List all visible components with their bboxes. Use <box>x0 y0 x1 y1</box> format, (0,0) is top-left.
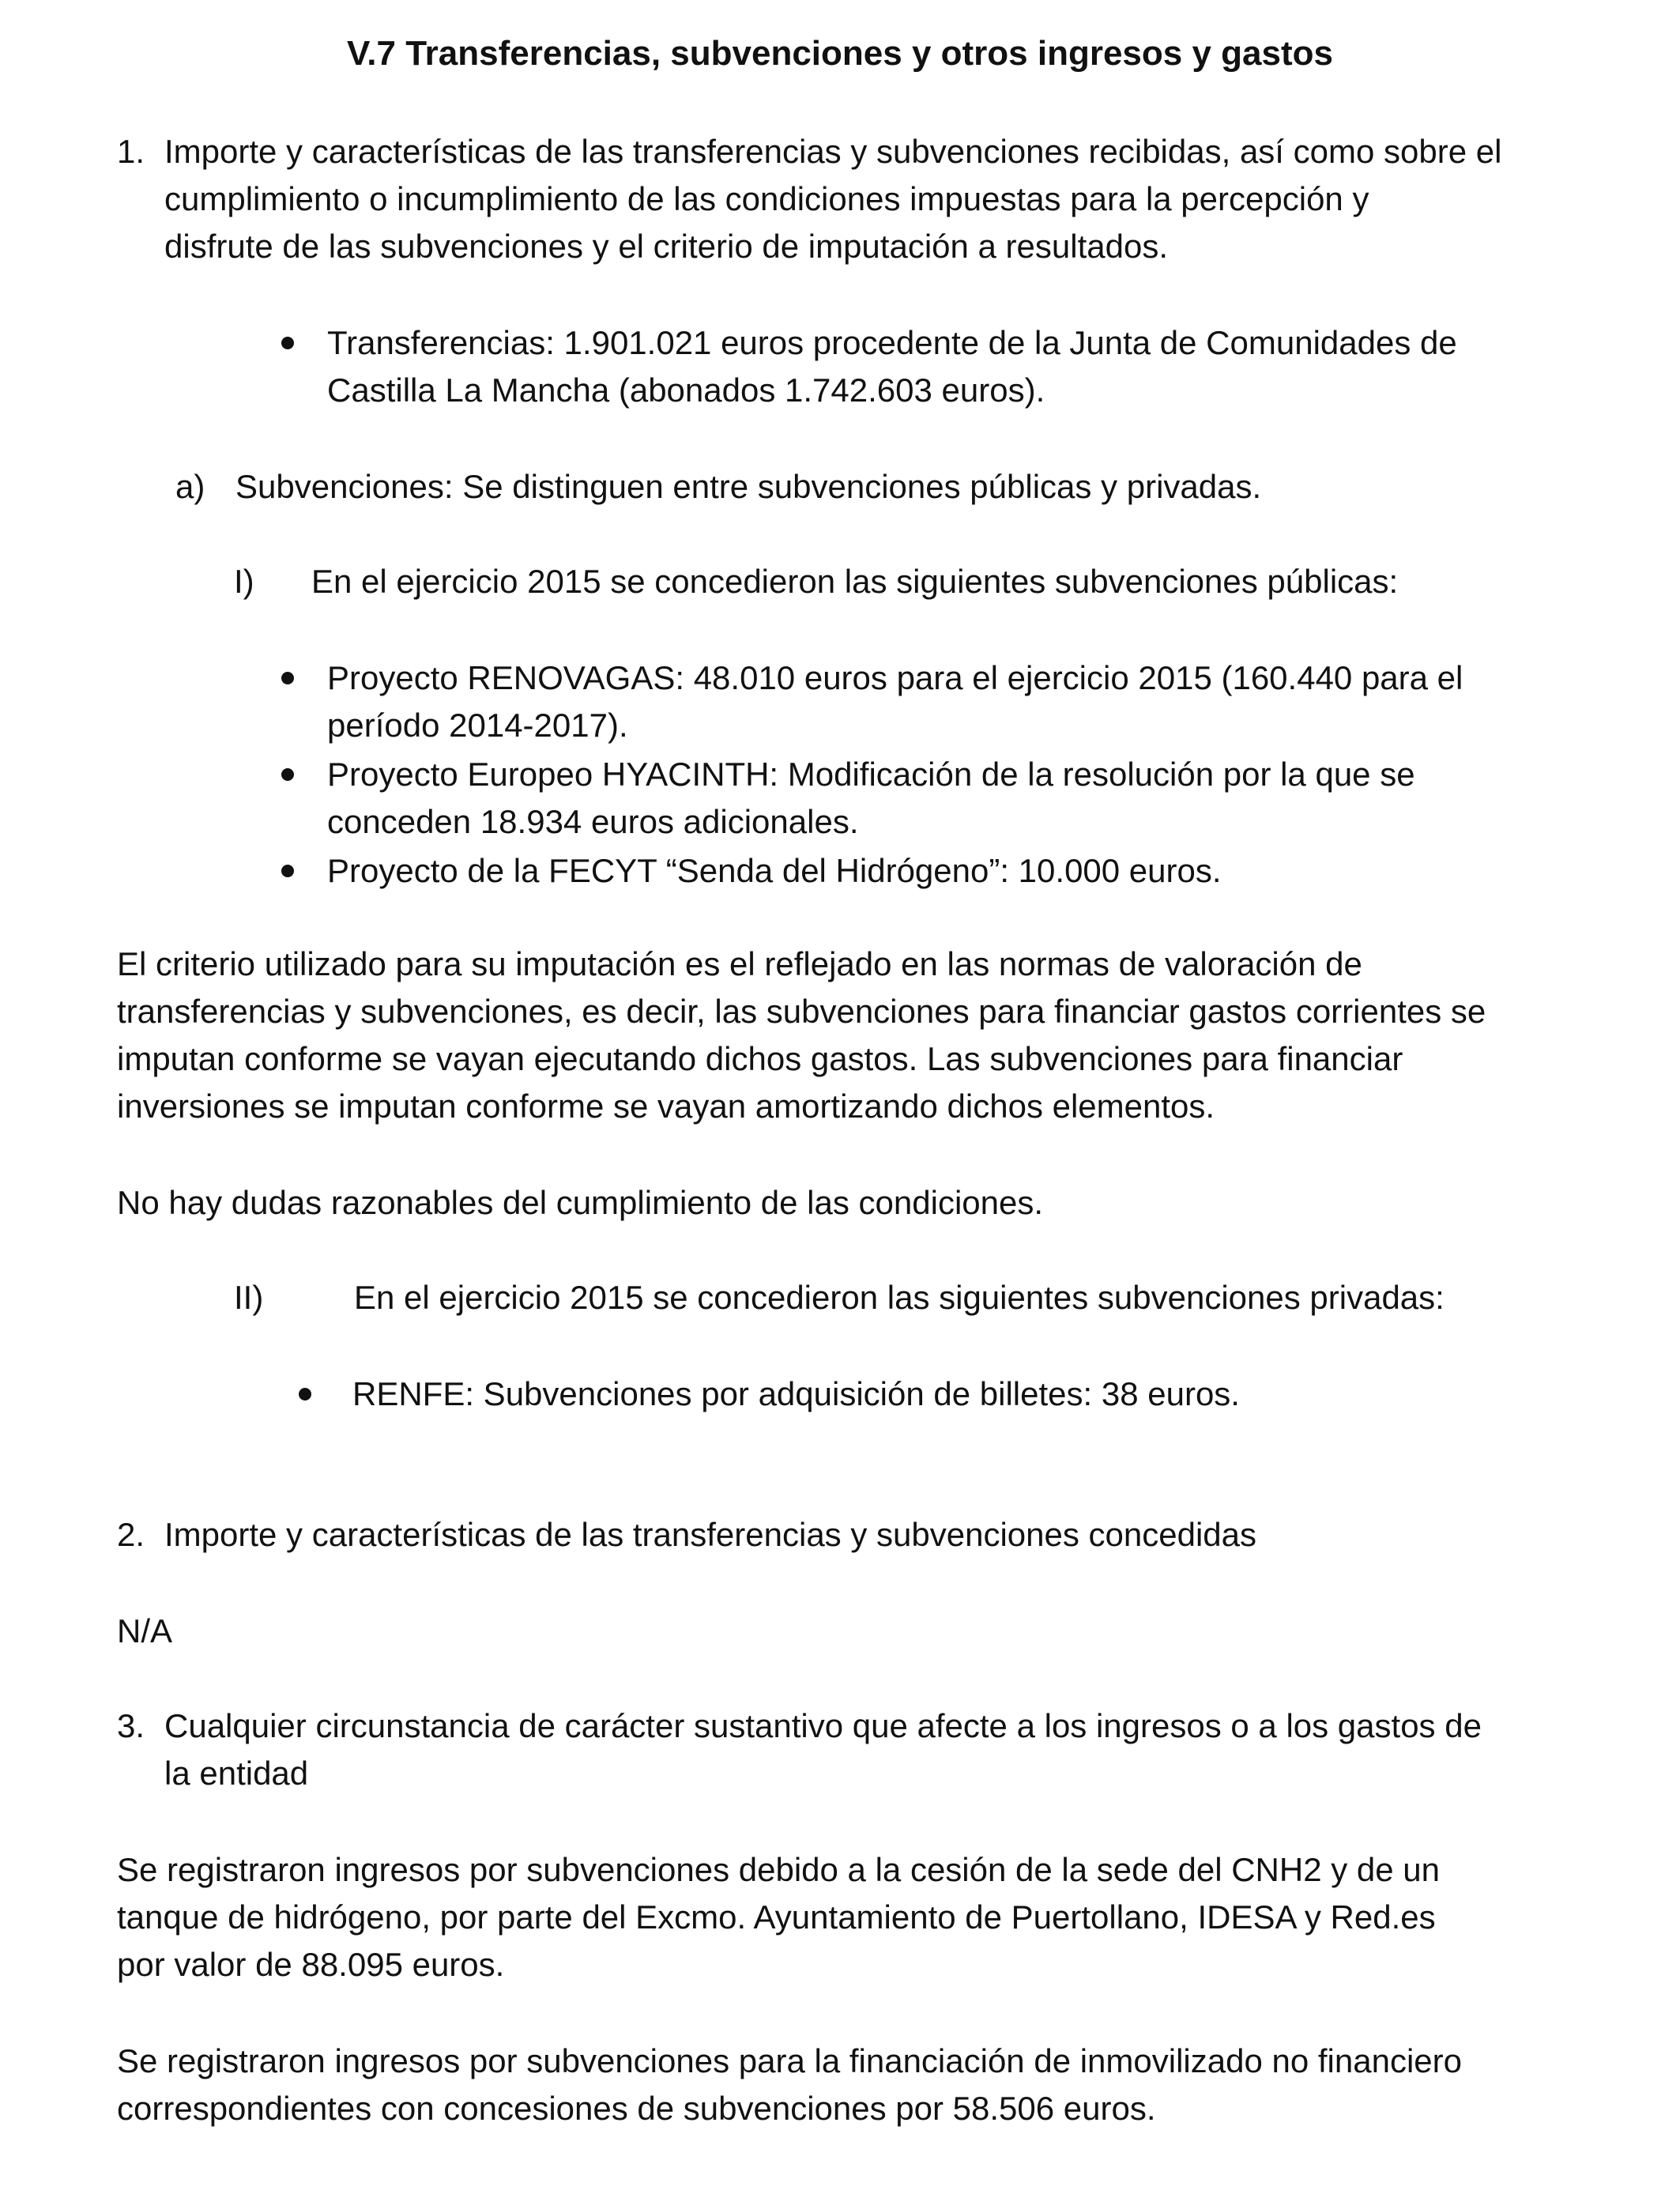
section-3-paragraph-2-line: correspondientes con concesiones de subvenciones por 58.506 euros. <box>117 2090 1156 2127</box>
transferencias-line: Transferencias: 1.901.021 euros procedente de la Junta de Comunidades de <box>327 324 1457 361</box>
section-2-heading: Importe y características de las transferencias y subvenciones concedidas <box>164 1516 1257 1553</box>
bullet-icon <box>281 865 294 877</box>
sub-I-marker: I) <box>234 563 254 600</box>
section-3-heading-line: la entidad <box>164 1755 309 1792</box>
criterio-paragraph-line: imputan conforme se vayan ejecutando dichos gastos. Las subvenciones para financiar <box>117 1040 1403 1077</box>
section-2-number: 2. <box>117 1516 145 1553</box>
section-1-heading-line: disfrute de las subvenciones y el criterio de imputación a resultados. <box>164 228 1169 265</box>
section-1-number: 1. <box>117 133 145 170</box>
private-subsidy-item: RENFE: Subvenciones por adquisición de billetes: 38 euros. <box>352 1375 1240 1412</box>
public-subsidy-item-line: conceden 18.934 euros adicionales. <box>327 803 859 840</box>
criterio-paragraph-line: El criterio utilizado para su imputación es el reflejado en las normas de valoración de <box>117 945 1362 982</box>
page-title: V.7 Transferencias, subvenciones y otros ingresos y gastos <box>346 34 1333 73</box>
section-2-value: N/A <box>117 1612 173 1649</box>
section-3-heading-line: Cualquier circunstancia de carácter sustantivo que afecte a los ingresos o a los gastos de <box>164 1707 1482 1744</box>
sub-II-text: En el ejercicio 2015 se concedieron las siguientes subvenciones privadas: <box>354 1279 1445 1316</box>
transferencias-line: Castilla La Mancha (abonados 1.742.603 euros). <box>327 371 1045 409</box>
section-1-heading-line: Importe y características de las transferencias y subvenciones recibidas, así como sobre el <box>164 133 1502 170</box>
public-subsidy-item-line: período 2014-2017). <box>327 707 628 744</box>
criterio-paragraph-line: transferencias y subvenciones, es decir, las subvenciones para financiar gastos corrientes se <box>117 993 1486 1030</box>
section-3-paragraph-1-line: tanque de hidrógeno, por parte del Excmo. Ayuntamiento de Puertollano, IDESA y Red.es <box>117 1898 1436 1936</box>
section-3-paragraph-2-line: Se registraron ingresos por subvenciones para la financiación de inmovilizado no financiero <box>117 2042 1462 2079</box>
bullet-icon <box>281 337 294 349</box>
bullet-icon <box>281 768 294 781</box>
sub-a-marker: a) <box>175 468 205 505</box>
dudas-paragraph: No hay dudas razonables del cumplimiento de las condiciones. <box>117 1184 1044 1221</box>
sub-II-marker: II) <box>234 1279 264 1316</box>
sub-I-text: En el ejercicio 2015 se concedieron las siguientes subvenciones públicas: <box>311 563 1399 600</box>
public-subsidy-item-line: Proyecto RENOVAGAS: 48.010 euros para el ejercicio 2015 (160.440 para el <box>327 659 1463 696</box>
section-3-paragraph-1-line: por valor de 88.095 euros. <box>117 1946 505 1983</box>
bullet-icon <box>299 1388 311 1400</box>
bullet-icon <box>281 672 294 684</box>
section-3-paragraph-1-line: Se registraron ingresos por subvenciones debido a la cesión de la sede del CNH2 y de un <box>117 1851 1441 1888</box>
public-subsidy-item-line: Proyecto Europeo HYACINTH: Modificación de la resolución por la que se <box>327 756 1415 793</box>
section-1-heading-line: cumplimiento o incumplimiento de las condiciones impuestas para la percepción y <box>164 180 1369 217</box>
sub-a-text: Subvenciones: Se distinguen entre subvenciones públicas y privadas. <box>235 468 1262 505</box>
section-3-number: 3. <box>117 1707 145 1744</box>
criterio-paragraph-line: inversiones se imputan conforme se vayan amortizando dichos elementos. <box>117 1088 1215 1125</box>
public-subsidy-item-line: Proyecto de la FECYT “Senda del Hidrógeno”: 10.000 euros. <box>327 852 1222 889</box>
